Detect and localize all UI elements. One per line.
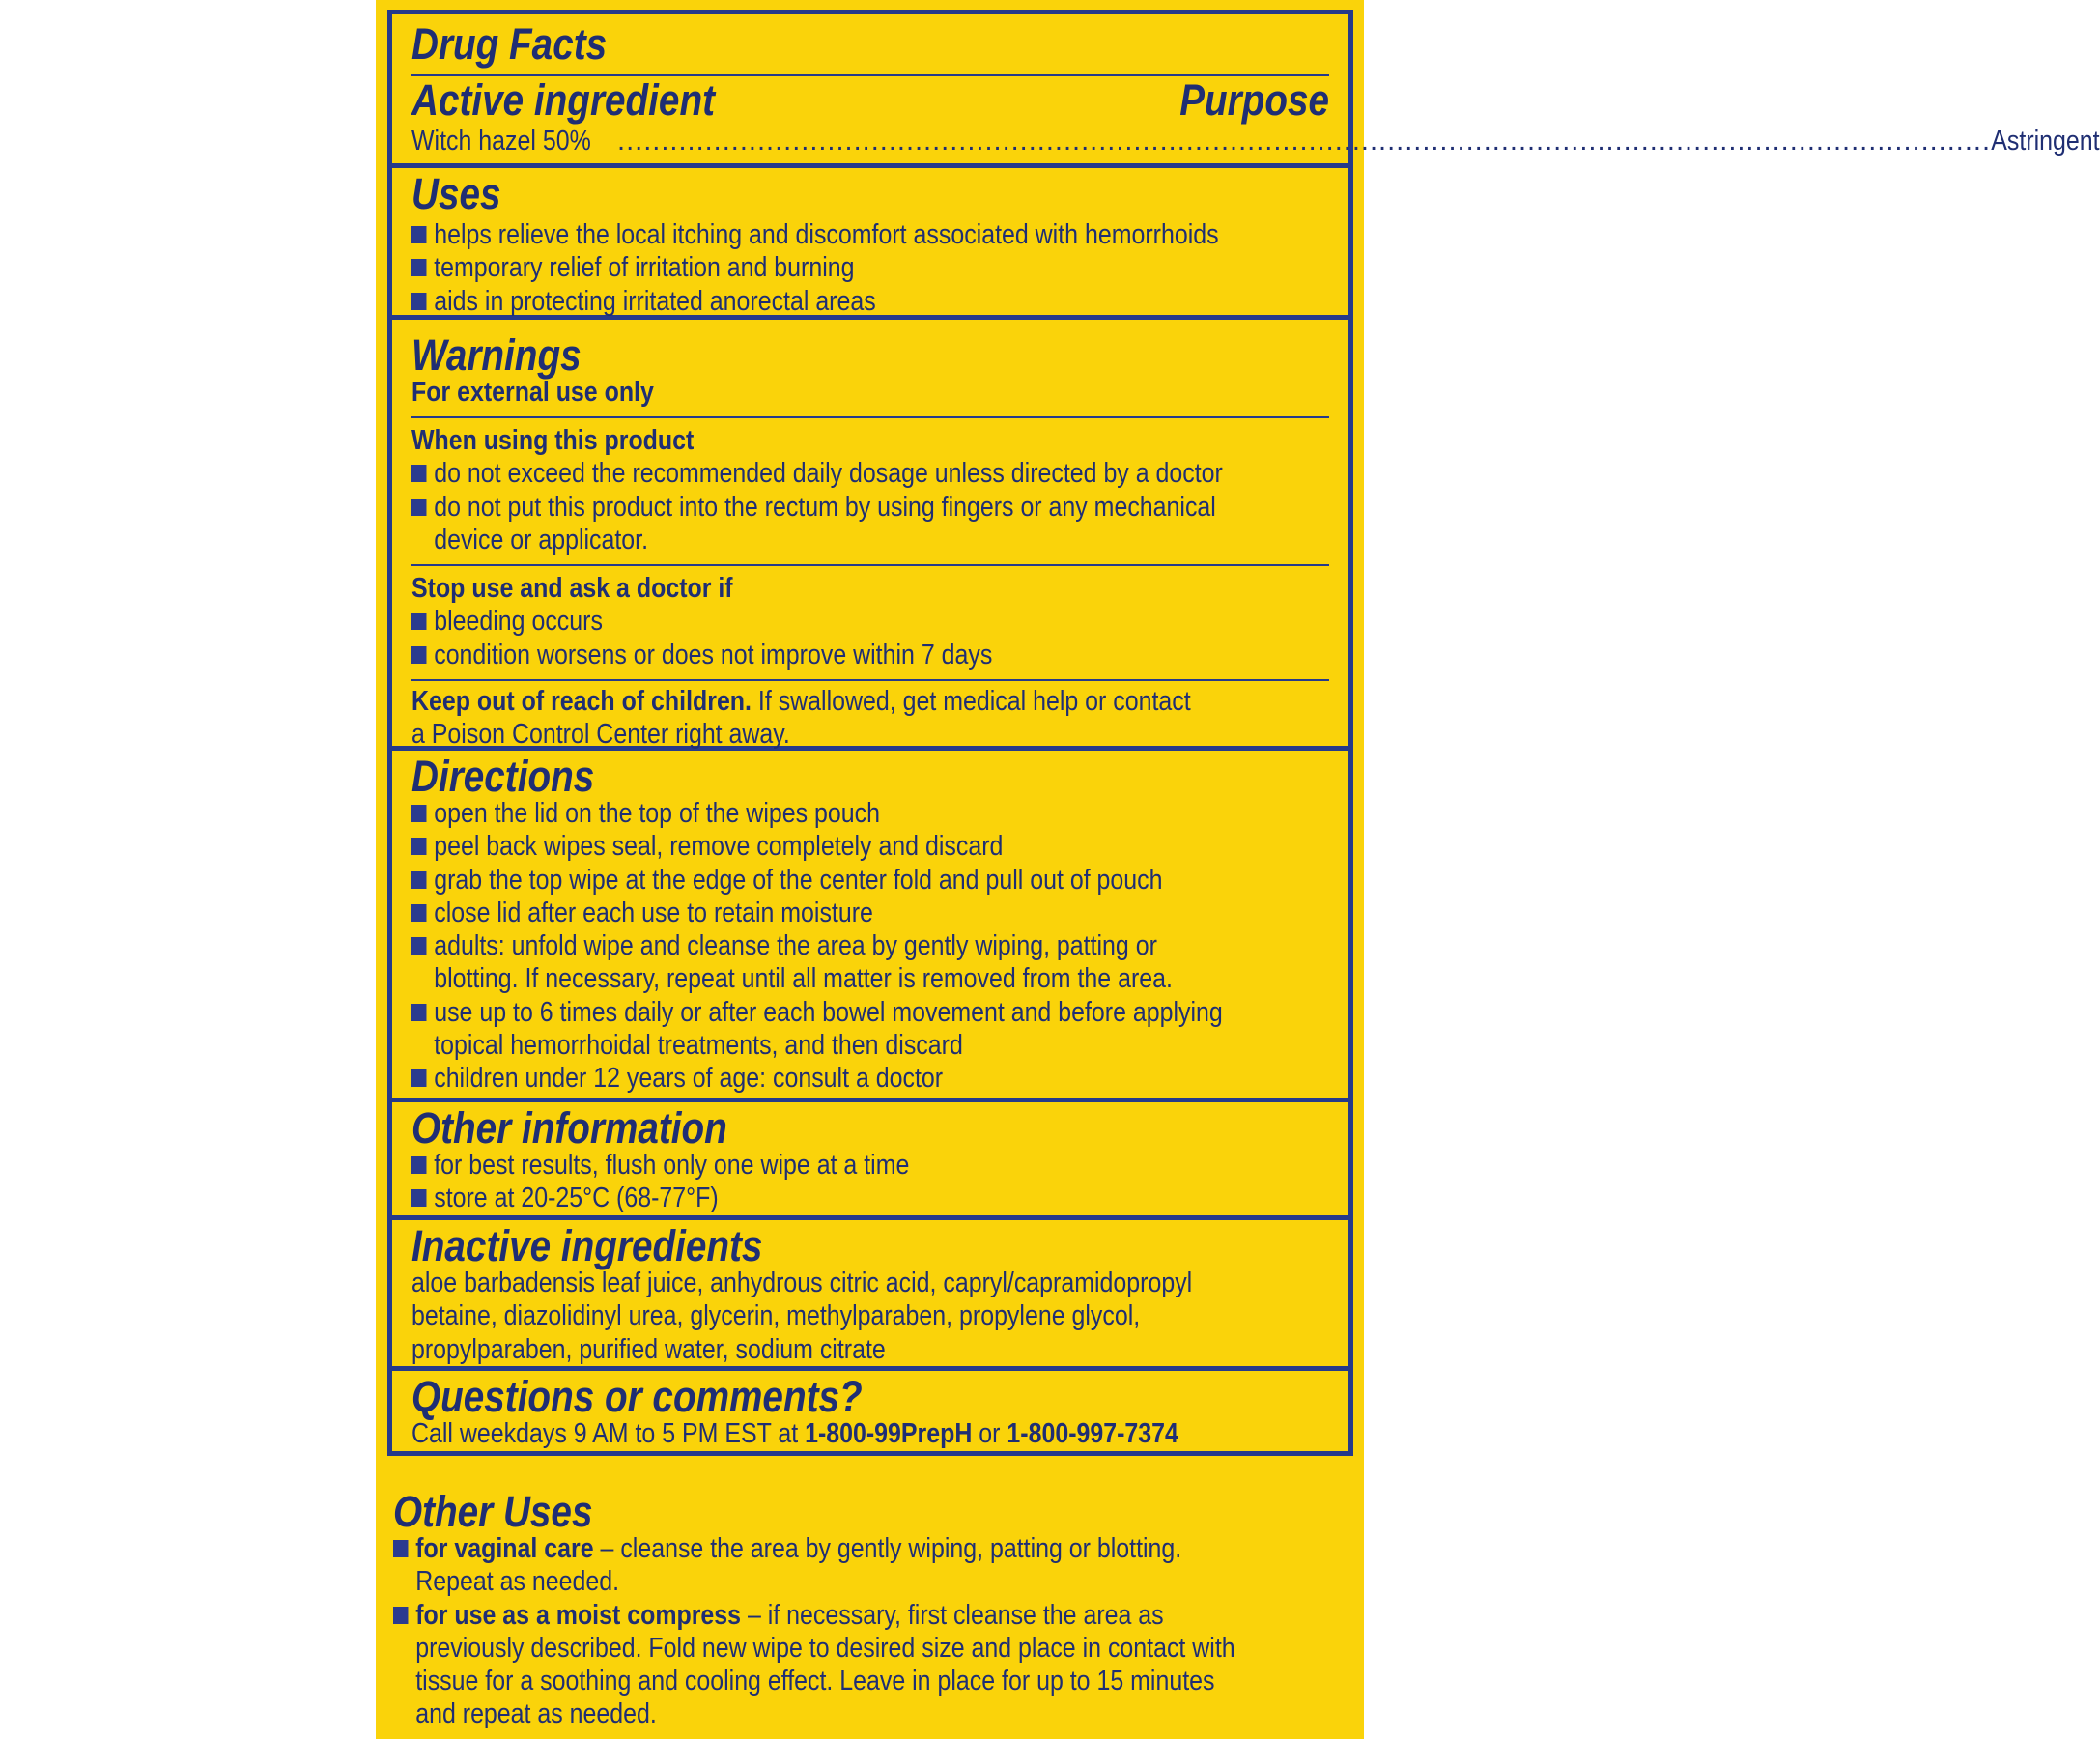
ingredient-purpose: Astringent <box>1991 126 2100 157</box>
list-item: grab the top wipe at the edge of the center fold and pull out of pouch <box>411 864 1201 897</box>
bullet-icon <box>411 1156 426 1174</box>
purpose-heading: Purpose <box>1179 75 1329 125</box>
drug-facts-panel <box>376 0 2100 1739</box>
bullet-icon <box>411 226 426 243</box>
other-uses-heading: Other Uses <box>393 1487 593 1536</box>
directions-heading: Directions <box>411 752 595 801</box>
list-item: open the lid on the top of the wipes pouch <box>411 797 1201 830</box>
bullet-icon <box>411 805 426 822</box>
list-item-continuation: previously described. Fold new wipe to desired size and place in contact with <box>415 1632 1235 1664</box>
bullet-icon <box>411 871 426 889</box>
list-item: for use as a moist compress – if necessary, first cleanse the area as <box>393 1599 1215 1632</box>
active-ingredient-section <box>392 14 2100 168</box>
inactive-ingredients-line: propylparaben, purified water, sodium citrate <box>411 1333 886 1365</box>
bullet-icon <box>411 937 426 955</box>
questions-section <box>392 1371 1348 1451</box>
warnings-heading: Warnings <box>411 330 582 380</box>
bullet-icon <box>411 1189 426 1207</box>
bullet-icon <box>411 293 426 310</box>
bullet-icon <box>393 1607 408 1624</box>
bullet-icon <box>411 259 426 276</box>
list-item: peel back wipes seal, remove completely and discard <box>411 830 1201 863</box>
other-information-section <box>392 1102 1348 1220</box>
bullet-icon <box>411 465 426 482</box>
bullet-icon <box>411 838 426 855</box>
list-item: do not put this product into the rectum by using fingers or any mechanical <box>411 491 1201 524</box>
bullet-icon <box>411 904 426 922</box>
leader-dots: ............................................................................................................................................................. <box>609 126 1992 157</box>
list-item-continuation: Repeat as needed. <box>415 1566 620 1598</box>
bullet-icon <box>411 1004 426 1021</box>
list-item: helps relieve the local itching and discomfort associated with hemorrhoids <box>411 218 1201 251</box>
keep-out-of-reach: Keep out of reach of children. If swallowed, get medical help or contact <box>411 686 1191 718</box>
when-using-heading: When using this product <box>411 425 695 456</box>
inactive-ingredients-heading: Inactive ingredients <box>411 1221 763 1270</box>
list-item: use up to 6 times daily or after each bowel movement and before applying <box>411 996 1201 1029</box>
warnings-section <box>392 320 1348 751</box>
list-item: bleeding occurs <box>411 605 1201 638</box>
divider <box>411 564 1329 566</box>
divider <box>411 416 1329 418</box>
other-uses-section <box>393 1488 1349 1731</box>
inactive-ingredients-line: betaine, diazolidinyl urea, glycerin, methylparaben, propylene glycol, <box>411 1300 1141 1332</box>
phone-number: 1-800-997-7374 <box>1007 1418 1178 1449</box>
list-item-continuation: device or applicator. <box>434 524 649 556</box>
list-item-continuation: blotting. If necessary, repeat until all matter is removed from the area. <box>434 963 1173 995</box>
uses-heading: Uses <box>411 169 501 218</box>
other-information-heading: Other information <box>411 1103 727 1153</box>
list-item: do not exceed the recommended daily dosage unless directed by a doctor <box>411 457 1201 490</box>
questions-heading: Questions or comments? <box>411 1372 863 1421</box>
bullet-icon <box>411 613 426 630</box>
list-item-continuation: and repeat as needed. <box>415 1698 657 1730</box>
list-item-continuation: topical hemorrhoidal treatments, and then discard <box>434 1030 963 1062</box>
bullet-icon <box>411 499 426 516</box>
list-item: children under 12 years of age: consult a doctor <box>411 1062 1201 1095</box>
bullet-icon <box>393 1540 408 1557</box>
drug-facts-box <box>387 10 2100 1456</box>
directions-section <box>392 751 1348 1102</box>
inactive-ingredients-section <box>392 1220 1348 1371</box>
divider <box>411 679 1329 681</box>
keep-out-of-reach-cont: a Poison Control Center right away. <box>411 719 790 751</box>
external-use-note: For external use only <box>411 377 654 408</box>
inactive-ingredients-line: aloe barbadensis leaf juice, anhydrous citric acid, capryl/capramidopropyl <box>411 1268 1193 1298</box>
phone-number: 1-800-99PrepH <box>805 1418 973 1449</box>
ingredient-row <box>411 125 2100 157</box>
active-ingredient-heading: Active ingredient <box>411 75 715 125</box>
list-item: aids in protecting irritated anorectal areas <box>411 285 1201 318</box>
drug-facts-title: Drug Facts <box>411 19 608 69</box>
list-item: for best results, flush only one wipe at a time <box>411 1149 1201 1182</box>
list-item-continuation: tissue for a soothing and cooling effect. Leave in place for up to 15 minutes <box>415 1666 1215 1697</box>
list-item: for vaginal care – cleanse the area by gently wiping, patting or blotting. <box>393 1532 1215 1565</box>
ingredient-name: Witch hazel 50% <box>411 126 591 157</box>
uses-section <box>392 168 1348 320</box>
list-item: adults: unfold wipe and cleanse the area by gently wiping, patting or <box>411 929 1201 962</box>
questions-contact: Call weekdays 9 AM to 5 PM EST at 1-800-99PrepH or 1-800-997-7374 <box>411 1418 1178 1449</box>
list-item: store at 20-25°C (68-77°F) <box>411 1182 1201 1214</box>
list-item: condition worsens or does not improve within 7 days <box>411 639 1201 671</box>
bullet-icon <box>411 646 426 664</box>
list-item: close lid after each use to retain moisture <box>411 897 1201 929</box>
stop-use-heading: Stop use and ask a doctor if <box>411 573 733 605</box>
bullet-icon <box>411 1069 426 1087</box>
list-item: temporary relief of irritation and burning <box>411 251 1201 284</box>
